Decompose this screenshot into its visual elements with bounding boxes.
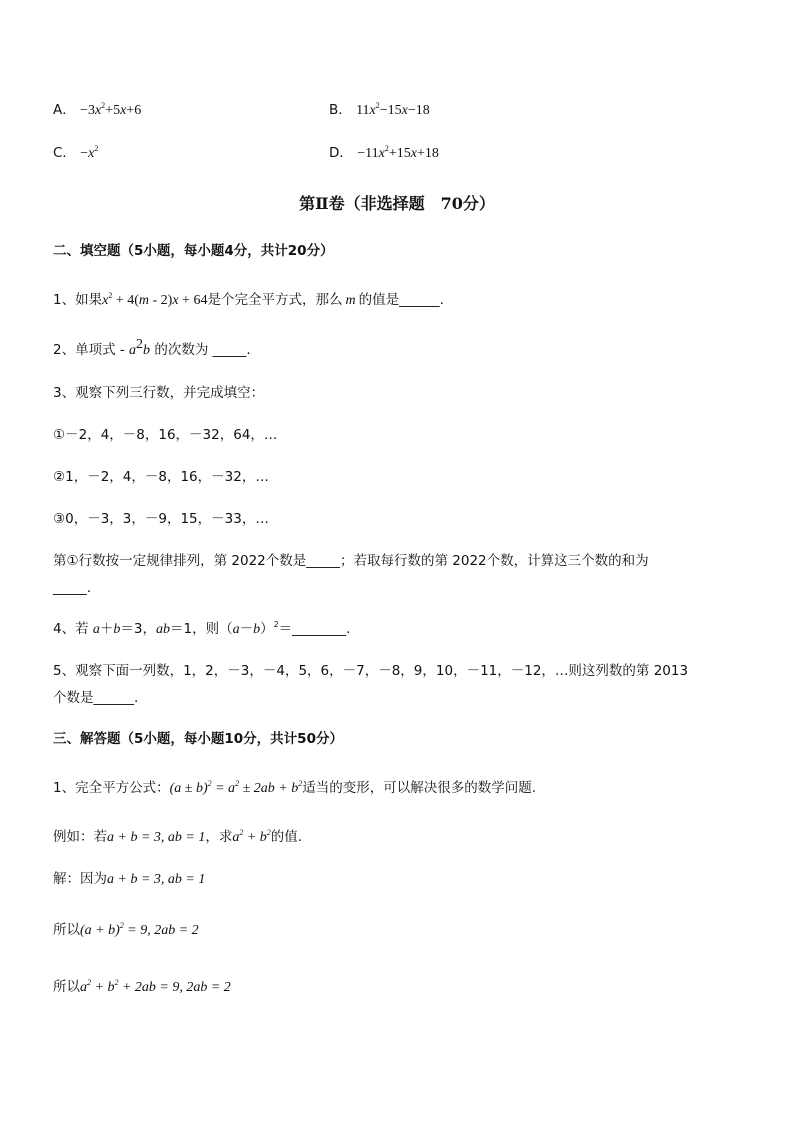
option-a bbox=[53, 101, 141, 120]
section-title: 第Ⅱ卷（非选择题 70分） bbox=[299, 194, 495, 213]
q3-row-3: ③0，－3，3，－9，15，－33，… bbox=[53, 511, 269, 527]
option-c-label: C． bbox=[53, 145, 76, 161]
fill-question-1: 1、如果$x^2 + 4(m - 2)x + 64$是个完全平方式，那么 m 的值是______. bbox=[53, 291, 444, 308]
q3-ask-line-2: _____. bbox=[53, 580, 92, 596]
fill-question-4: 4、若 a＋b＝3，ab＝1，则$(a-b)^2=\_\_\_\_\_\_\_\_$. bbox=[53, 620, 351, 637]
option-b-label: B． bbox=[329, 102, 352, 118]
option-d-label: D． bbox=[329, 145, 353, 161]
q3-row-1: ①－2，4，－8，16，－32，64，… bbox=[53, 427, 278, 443]
option-b-expression: $11x^2-15x-18$ bbox=[356, 101, 430, 118]
option-d-expression: $-11x^2+15x+18$ bbox=[357, 144, 439, 161]
solution-line: 解：因为a + b = 3, ab = 1 bbox=[53, 871, 206, 887]
q3-row-2: ②1，－2，4，－8，16，－32，… bbox=[53, 469, 269, 485]
perfect-square-formula: $(a \pm b)^2 = a^2 \pm 2ab + b^2$ bbox=[169, 779, 303, 796]
option-c bbox=[53, 144, 98, 163]
option-a-label: A． bbox=[53, 102, 76, 118]
q3-ask-line-1: 第①行数按一定规律排列，第 2022个数是_____；若取每行数的第 2022个数，计算这三个数的和为 bbox=[53, 553, 649, 569]
fill-blank-heading: 二、填空题（5小题，每小题4分，共计20分） bbox=[53, 243, 334, 259]
fill-question-2: 2、单项式 - $a^2b$ 的次数为 _____. bbox=[53, 337, 251, 358]
fill-question-3-stem: 3、观察下列三行数，并完成填空： bbox=[53, 385, 265, 401]
solve-problem-1: 1、完全平方公式：$(a \pm b)^2 = a^2 \pm 2ab + b^2$适当的变形，可以解决很多的数学问题. bbox=[53, 779, 536, 796]
option-d bbox=[329, 144, 439, 163]
option-b bbox=[329, 101, 430, 120]
example-line: 例如：若a + b = 3, ab = 1，求$a^2 + b^2$的值. bbox=[53, 828, 303, 845]
solution-step-1: 所以$(a + b)^2 = 9$, 2ab = 2 bbox=[53, 921, 199, 938]
fill-question-5-line-2: 个数是______. bbox=[53, 690, 139, 706]
solve-heading: 三、解答题（5小题，每小题10分，共计50分） bbox=[53, 731, 343, 747]
q1-expression: $x^2 + 4(m - 2)x + 64$ bbox=[102, 291, 208, 308]
fill-question-5-line-1: 5、观察下面一列数，1，2，－3，－4，5，6，－7，－8，9，10，－11，－12，…则这列数的第 2013 bbox=[53, 663, 689, 679]
option-a-expression: $-3x^2+5x+6$ bbox=[80, 101, 142, 118]
solution-step-2: 所以$a^2 + b^2 + 2ab = 9$, 2ab = 2 bbox=[53, 978, 231, 995]
option-c-expression: $-x^2$ bbox=[80, 144, 99, 161]
